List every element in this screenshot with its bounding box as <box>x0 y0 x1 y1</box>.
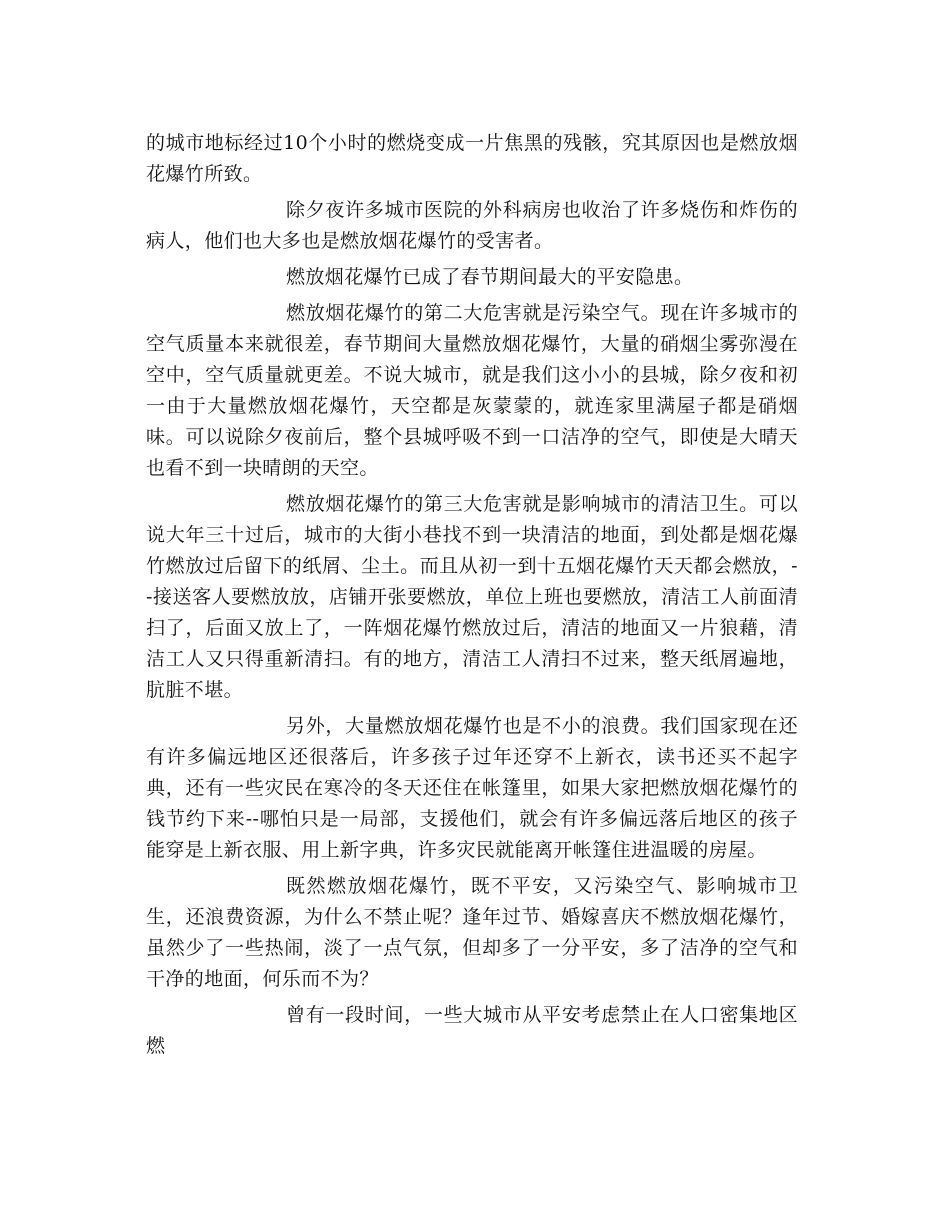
paragraph-city-sanitation: 燃放烟花爆竹的第三大危害就是影响城市的清洁卫生。可以说大年三十过后，城市的大街小巷找不到一块清洁的地面，到处都是烟花爆竹燃放过后留下的纸屑、尘土。而且从初一到十五烟花爆竹天天都会燃放，--接送客人要燃放放，店铺开张要燃放，单位上班也要燃放，清洁工人前面清扫了，后面又放上了，一阵烟花爆竹燃放过后，清洁的地面又一片狼藉，清洁工人又只得重新清扫。有的地方，清洁工人清扫不过来，整天纸屑遍地，肮脏不堪。 <box>146 493 798 701</box>
paragraph-continuation: 的城市地标经过10个小时的燃烧变成一片焦黑的残骸，究其原因也是燃放烟花爆竹所致。 <box>146 132 798 185</box>
paragraph-why-not-ban: 既然燃放烟花爆竹，既不平安，又污染空气、影响城市卫生，还浪费资源，为什么不禁止呢？逢年过节、婚嫁喜庆不燃放烟花爆竹，虽然少了一些热闹，淡了一点气氛，但却多了一分平安，多了洁净的空气和干净的地面，何乐而不为？ <box>146 875 798 990</box>
paragraph-safety-hazard: 燃放烟花爆竹已成了春节期间最大的平安隐患。 <box>286 266 694 288</box>
paragraph-waste: 另外，大量燃放烟花爆竹也是不小的浪费。我们国家现在还有许多偏远地区还很落后，许多孩子过年还穿不上新衣，读书还买不起字典，还有一些灾民在寒冷的冬天还住在帐篷里，如果大家把燃放烟花爆竹的钱节约下来--哪怕只是一局部，支援他们，就会有许多偏远落后地区的孩子能穿是上新衣服、用上新字典，许多灾民就能离开帐篷住进温暖的房屋。 <box>146 715 798 861</box>
article-body <box>146 128 798 1062</box>
paragraph-hospital-injuries: 除夕夜许多城市医院的外科病房也收治了许多烧伤和炸伤的病人，他们也大多也是燃放烟花爆竹的受害者。 <box>146 199 798 252</box>
paragraph-air-pollution: 燃放烟花爆竹的第二大危害就是污染空气。现在许多城市的空气质量本来就很差，春节期间大量燃放烟花爆竹，大量的硝烟尘雾弥漫在空中，空气质量就更差。不说大城市，就是我们这小小的县城，除夕夜和初一由于大量燃放烟花爆竹，天空都是灰蒙蒙的，就连家里满屋子都是硝烟味。可以说除夕夜前后，整个县城呼吸不到一口洁净的空气，即使是大晴天也看不到一块晴朗的天空。 <box>146 302 798 479</box>
paragraph-city-ban-history: 曾有一段时间，一些大城市从平安考虑禁止在人口密集地区燃 <box>146 1004 798 1057</box>
